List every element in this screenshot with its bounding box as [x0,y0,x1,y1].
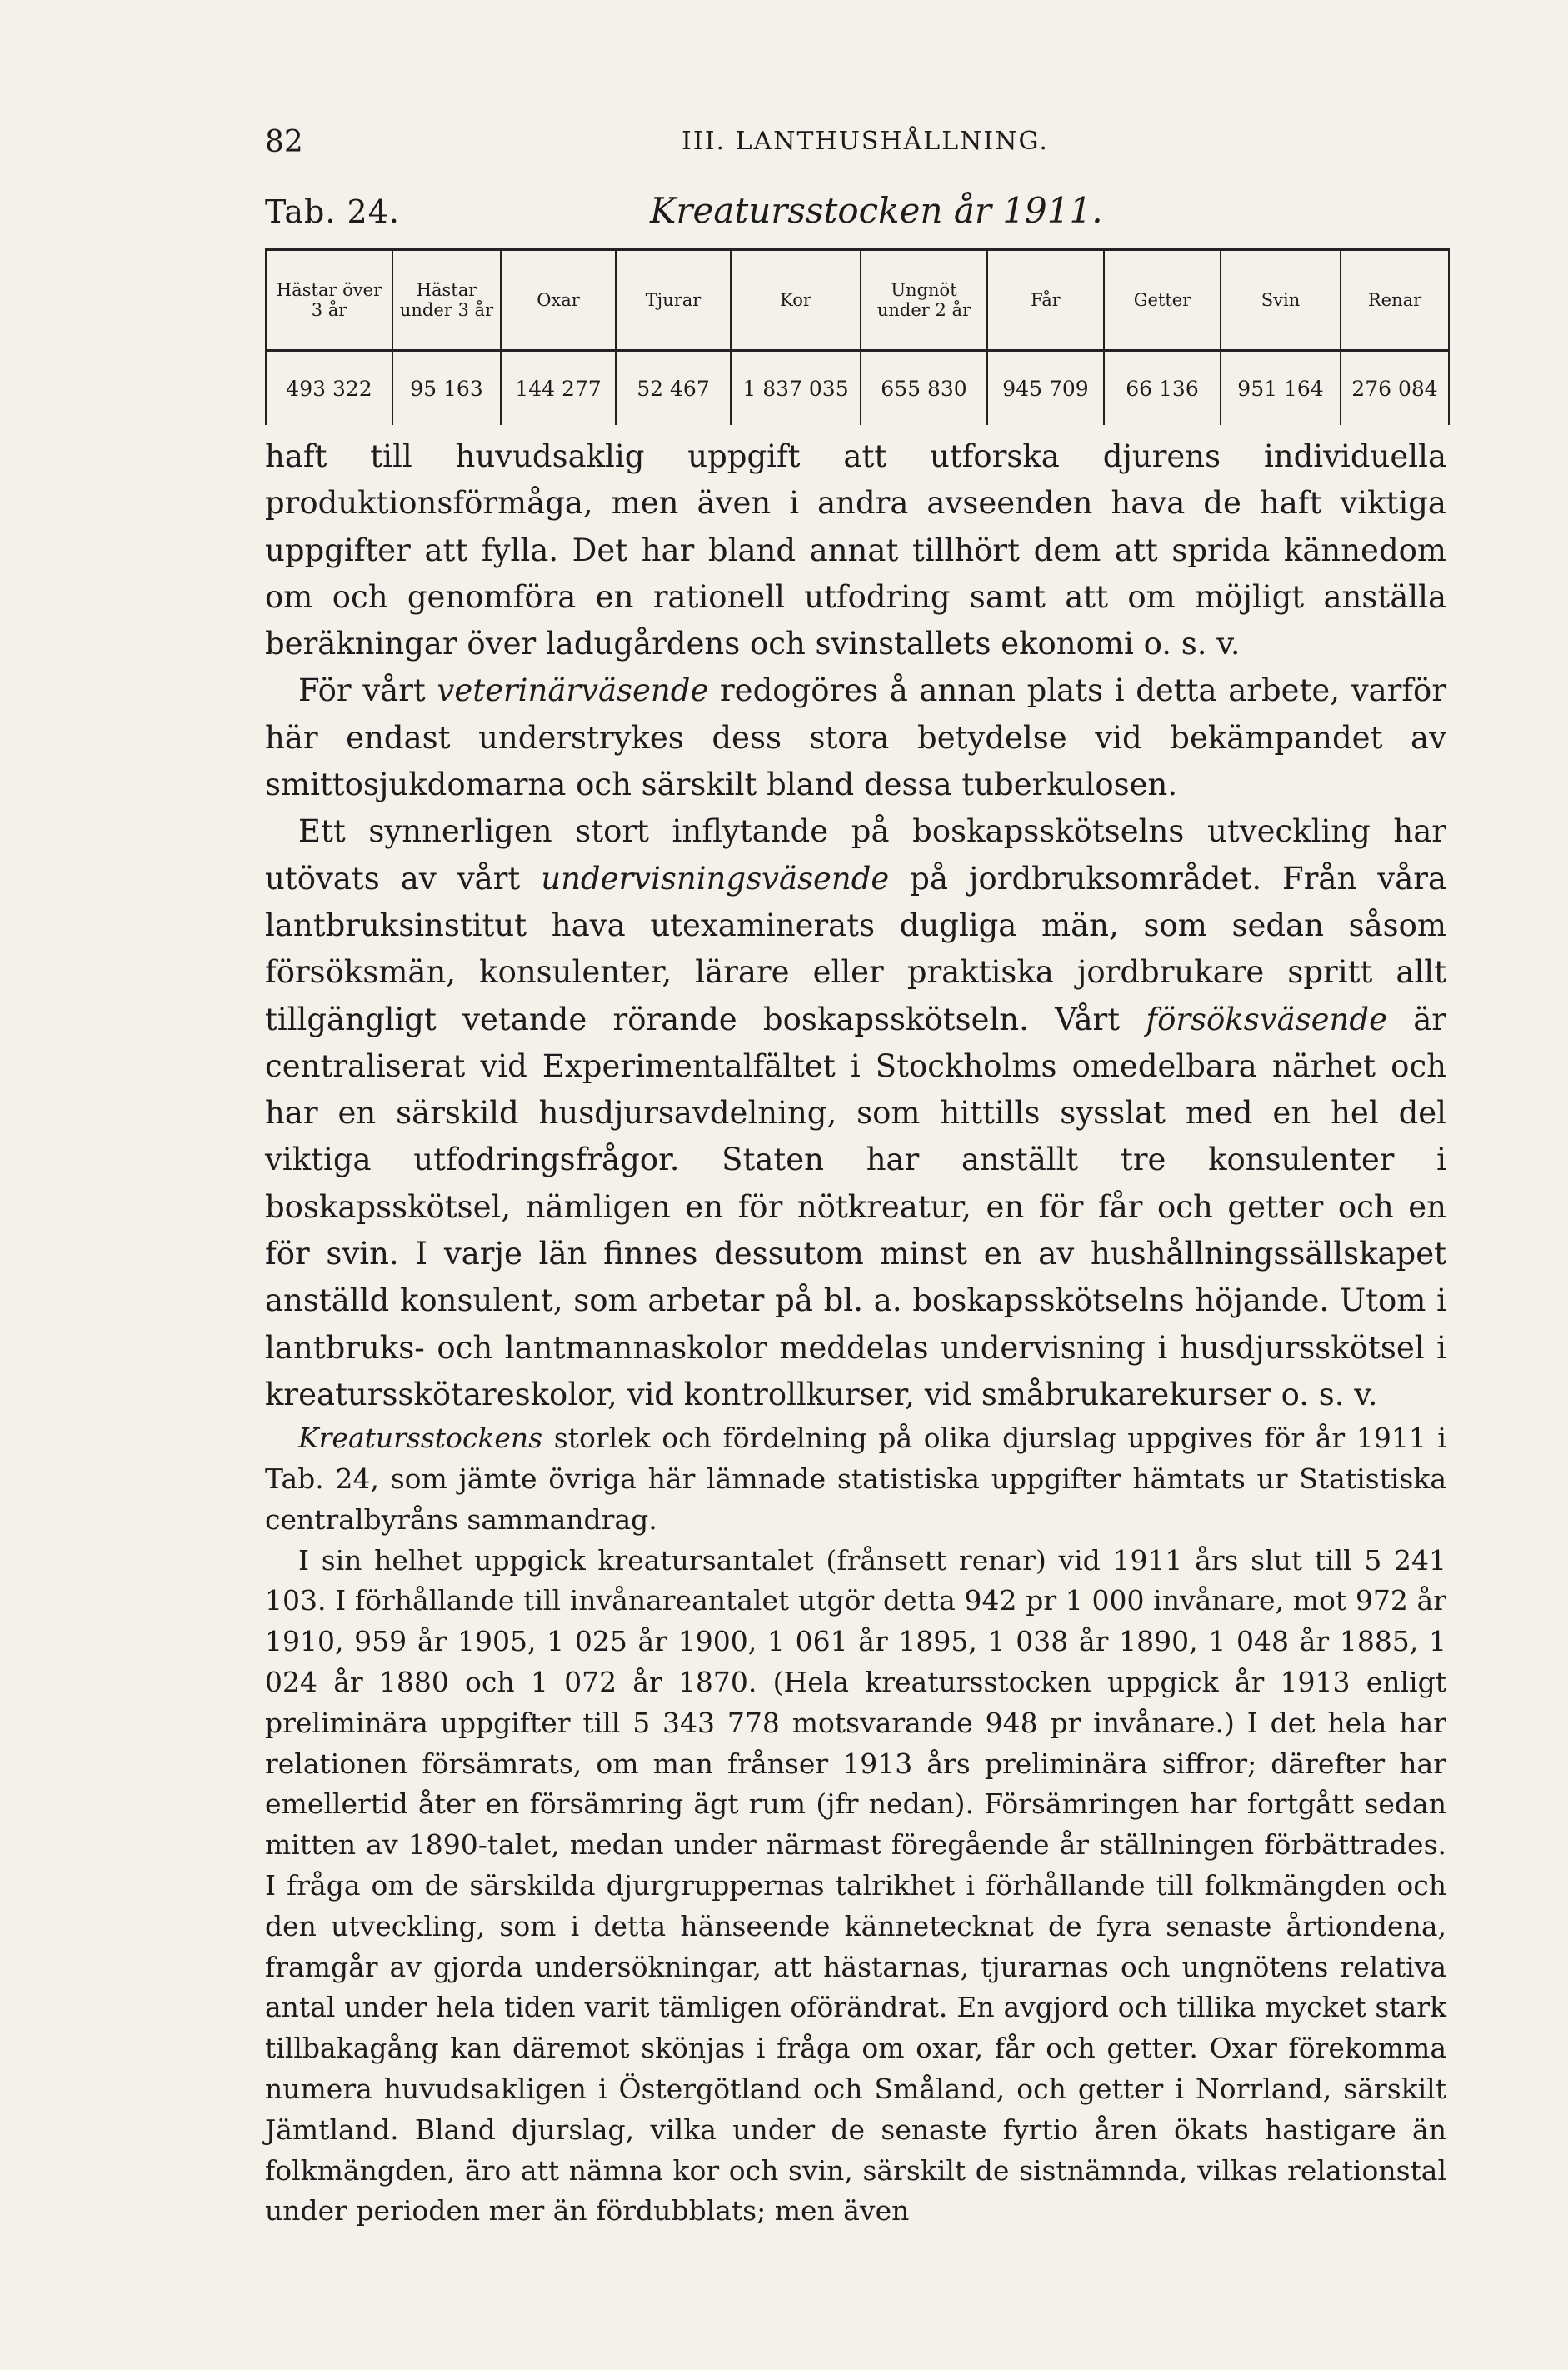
column-header: Hästar över 3 år [266,250,392,351]
column-header: Får [987,250,1104,351]
text-run: är centraliserat vid Experimentalfältet i Stockholms omedelbara närhet och har en särskild husdjursavdelning, som hittills sysslat med en hel del viktiga utfodringsfrågor. Staten har anställt tre konsulenter i boskapsskötsel, nämligen en för nötkreatur, en för får och getter och en för svin. I varje län finnes dessutom minst en av hushållningssällskapet anställd konsulent, som arbetar på bl. a. boskapsskötselns höjande. Utom i lantbruks- och lantmannaskolor meddelas undervisning i husdjursskötsel i kreatursskötareskolor, vid kontrollkurser, vid småbrukarekurser o. s. v. [265,1001,1446,1412]
table-cell: 276 084 [1341,351,1449,426]
table-row [266,351,1449,426]
paragraph-livestock-size [265,1418,1446,1540]
page-number: 82 [265,125,303,159]
emphasis-kreatursstockens: Kreatursstockens [298,1422,543,1455]
column-header: Hästar under 3 år [392,250,501,351]
table-cell: 52 467 [616,351,731,426]
table-title: Kreatursstocken år 1911. [650,190,1103,231]
text-run: För vårt [298,672,437,709]
table-cell: 144 277 [501,351,616,426]
column-header: Oxar [501,250,616,351]
column-header: Renar [1341,250,1449,351]
paragraph-continuation: haft till huvudsaklig uppgift att utforska djurens individuella produktionsförmåga, men även i andra avseenden hava de haft viktiga uppgifter att fylla. Det har bland annat tillhört dem att sprida kännedom om och genomföra en rationell utfodring samt att om möjligt anställa beräkningar över ladugårdens och svinstallets ekonomi o. s. v. [265,438,1446,662]
table-label: Tab. 24. [265,193,400,230]
emphasis-undervisningsvasende: undervisningsväsende [541,860,890,897]
livestock-table [265,248,1450,425]
text-run: Ett synnerligen stort inflytande på boskapsskötselns utveckling har utövats av vårt [265,813,1446,897]
text-run: storlek och fördelning på olika djurslag uppgives för år 1911 i Tab. 24, som jämte övriga här lämnade statistiska uppgifter hämtats ur Statistiska centralbyråns sammandrag. [265,1422,1446,1536]
text-run: redogöres å annan plats i detta arbete, varför här endast understrykes dess stora betydelse vid bekämpandet av smittosjukdomarna och särskilt bland dessa tuberkulosen. [265,672,1447,803]
column-header: Ungnöt under 2 år [861,250,987,351]
text-run: på jordbruksområdet. Från våra lantbruksinstitut hava utexaminerats dugliga män, som sedan såsom försöksmän, konsulenter, lärare eller praktiska jordbrukare spritt allt tillgängligt vetande rörande boskapsskötseln. Vårt [265,860,1446,1038]
table-cell: 945 709 [987,351,1104,426]
body-text [265,433,1446,2232]
table-header-row [266,250,1449,351]
emphasis-veterinarvasende: veterinärväsende [437,672,709,709]
table-cell: 1 837 035 [731,351,861,426]
column-header: Tjurar [616,250,731,351]
paragraph-livestock-totals: I sin helhet uppgick kreatursantalet (frånsett renar) vid 1911 års slut till 5 241 103. I förhållande till invånareantalet utgör detta 942 pr 1 000 invånare, mot 972 år 1910, 959 år 1905, 1 025 år 1900, 1 061 år 1895, 1 038 år 1890, 1 048 år 1885, 1 024 år 1880 och 1 072 år 1870. (Hela kreatursstocken uppgick år 1913 enligt preliminära uppgifter till 5 343 778 motsvarande 948 pr invånare.) I det hela har relationen försämrats, om man frånser 1913 års preliminära siffror; därefter har emellertid åter en försämring ägt rum (jfr nedan). Försämringen har fortgått sedan mitten av 1890-talet, medan under närmast föregående år ställningen förbättrades. I fråga om de särskilda djurgruppernas talrikhet i förhållande till folkmängden och den utveckling, som i detta hänseende kännetecknat de fyra senaste årtiondena, framgår av gjorda undersökningar, att hästarnas, tjurarnas och ungnötens relativa antal under hela tiden varit tämligen oförändrat. En avgjord och tillika mycket stark tillbakagång kan däremot skönjas i fråga om oxar, får och getter. Oxar förekomma numera huvudsakligen i Östergötland och Småland, och getter i Norrland, särskilt Jämtland. Bland djurslag, vilka under de senaste fyrtio åren ökats hastigare än folkmängden, äro att nämna kor och svin, särskilt de sistnämnda, vilkas relationstal under perioden mer än fördubblats; men även [265,1543,1446,2228]
paragraph-education [265,808,1446,1418]
running-head: III. LANTHUSHÅLLNING. [682,127,1049,156]
table-cell: 95 163 [392,351,501,426]
column-header: Getter [1104,250,1221,351]
table-cell: 66 136 [1104,351,1221,426]
table-cell: 493 322 [266,351,392,426]
emphasis-forsoksvasende: försöksväsende [1146,1001,1387,1038]
paragraph-veterinary [265,668,1446,808]
table-cell: 655 830 [861,351,987,426]
column-header: Kor [731,250,861,351]
table-cell: 951 164 [1221,351,1341,426]
column-header: Svin [1221,250,1341,351]
